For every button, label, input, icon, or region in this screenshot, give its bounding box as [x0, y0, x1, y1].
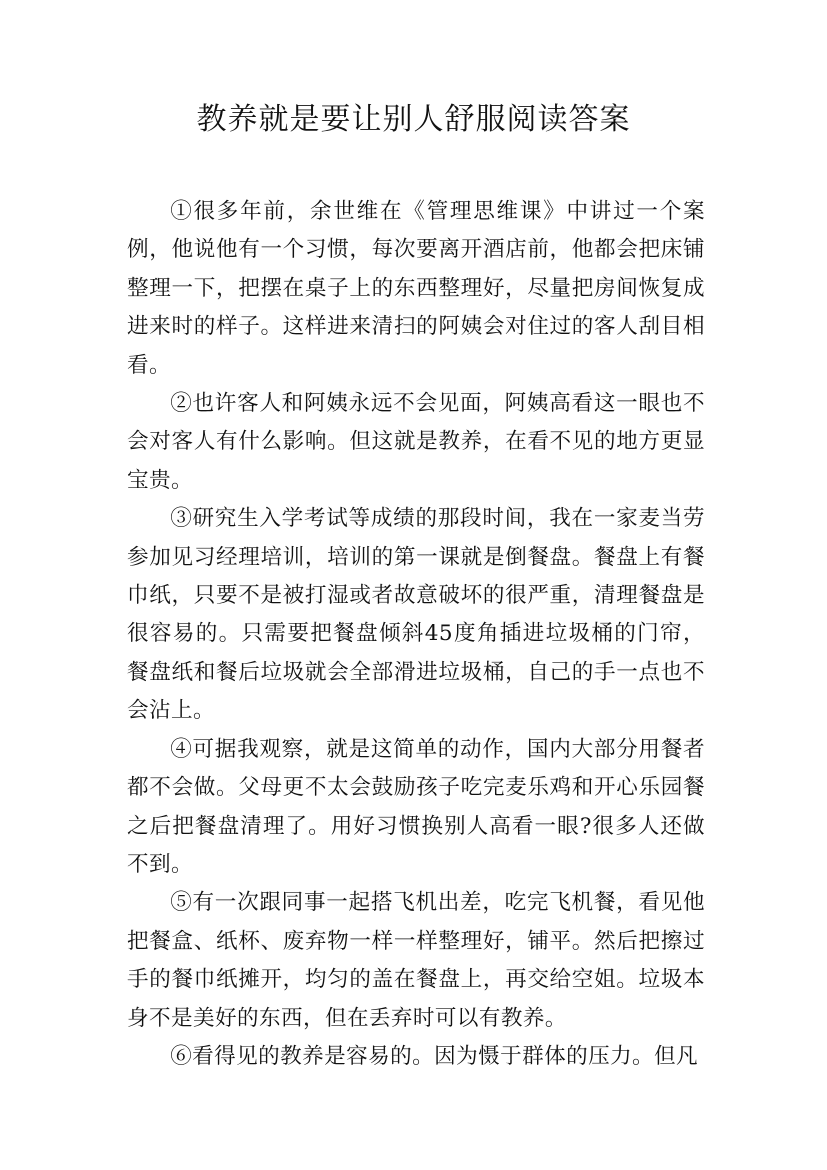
paragraph-5: ⑤有一次跟同事一起搭飞机出差，吃完飞机餐，看见他把餐盒、纸杯、废弃物一样一样整理好，铺平。然后把擦过手的餐巾纸摊开，均匀的盖在餐盘上，再交给空姐。垃圾本身不是美好的东西，但在丢弃时可以有教养。	[127, 890, 705, 1031]
paragraph-4: ④可据我观察，就是这简单的动作，国内大部分用餐者都不会做。父母更不太会鼓励孩子吃完麦乐鸡和开心乐园餐之后把餐盘清理了。用好习惯换别人高看一眼?很多人还做不到。	[127, 736, 705, 877]
paragraph-3: ③研究生入学考试等成绩的那段时间，我在一家麦当劳参加见习经理培训，培训的第一课就是倒餐盘。餐盘上有餐巾纸，只要不是被打湿或者故意破坏的很严重，清理餐盘是很容易的。只需要把餐盘倾斜45度角插进垃圾桶的门帘，餐盘纸和餐后垃圾就会全部滑进垃圾桶，自己的手一点也不会沾上。	[127, 506, 705, 724]
document-title: 教养就是要让别人舒服阅读答案	[196, 102, 631, 137]
paragraph-1: ①很多年前，余世维在《管理思维课》中讲过一个案例，他说他有一个习惯，每次要离开酒店前，他都会把床铺整理一下，把摆在桌子上的东西整理好，尽量把房间恢复成进来时的样子。这样进来清扫的阿姨会对住过的客人刮目相看。	[127, 199, 705, 378]
paragraph-2: ②也许客人和阿姨永远不会见面，阿姨高看这一眼也不会对客人有什么影响。但这就是教养，在看不见的地方更显宝贵。	[127, 391, 705, 493]
paragraph-6: ⑥看得见的教养是容易的。因为慑于群体的压力。但凡	[170, 1043, 699, 1069]
document-body	[127, 193, 705, 1076]
